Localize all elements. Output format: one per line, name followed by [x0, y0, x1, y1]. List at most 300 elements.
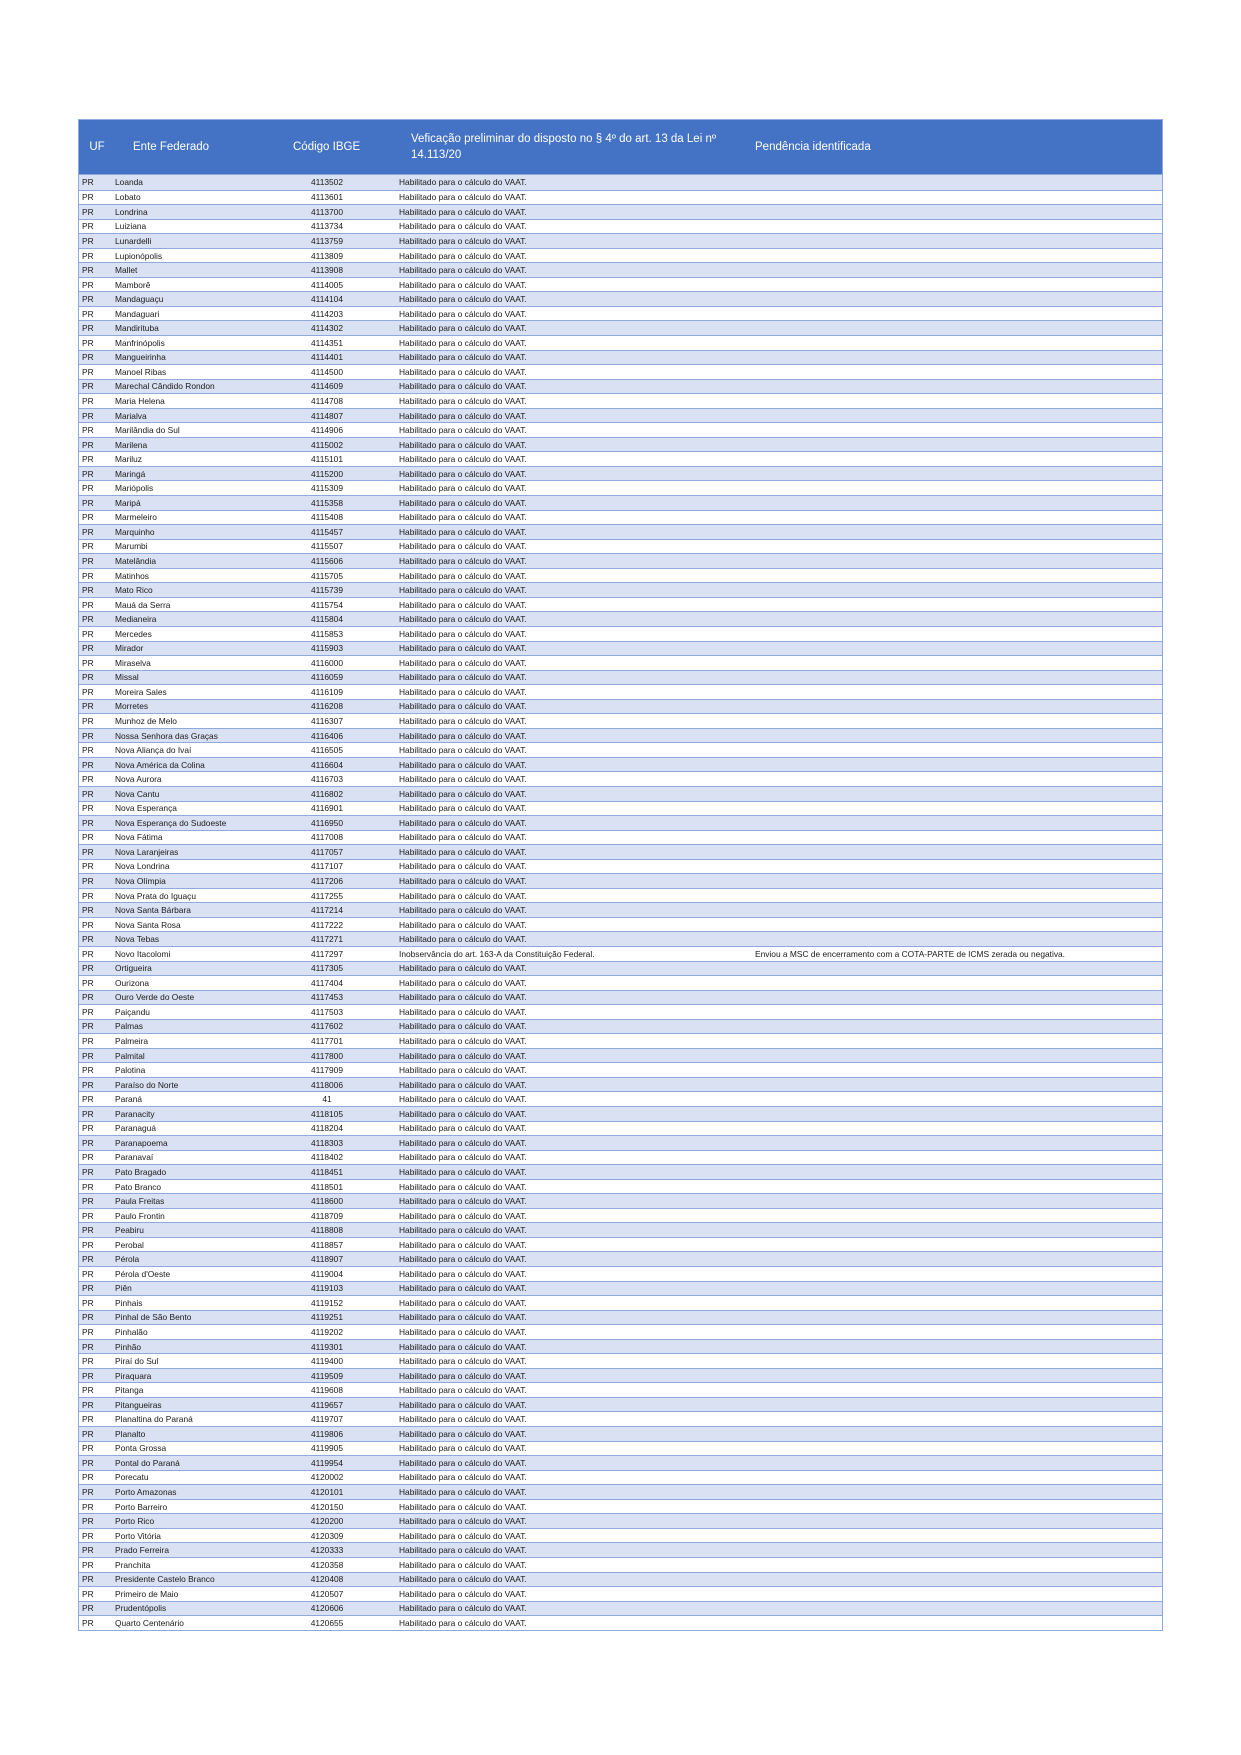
- cell-verificacao: Habilitado para o cálculo do VAAT.: [399, 832, 527, 843]
- cell-codigo-ibge: 4115309: [311, 483, 343, 494]
- cell-codigo-ibge: 4119806: [311, 1428, 343, 1439]
- table-row: [79, 350, 1162, 365]
- cell-codigo-ibge: 4120150: [310, 1501, 344, 1512]
- header-codigo-ibge: Código IBGE: [293, 141, 361, 153]
- cell-codigo-ibge: 4115903: [311, 643, 343, 654]
- cell-uf: PR: [82, 1297, 94, 1308]
- cell-verificacao: Habilitado para o cálculo do VAAT.: [399, 1021, 527, 1032]
- cell-codigo-ibge: 4118501: [311, 1181, 343, 1192]
- cell-verificacao: Habilitado para o cálculo do VAAT.: [399, 1356, 527, 1367]
- cell-ente-federado: Maria Helena: [115, 395, 165, 406]
- cell-verificacao: Habilitado para o cálculo do VAAT.: [399, 1283, 527, 1294]
- cell-ente-federado: Mamborê: [115, 279, 151, 290]
- cell-verificacao: Habilitado para o cálculo do VAAT.: [399, 1297, 527, 1308]
- table-row: [79, 495, 1162, 510]
- cell-ente-federado: Nova Santa Bárbara: [115, 905, 191, 916]
- cell-uf: PR: [82, 774, 94, 785]
- cell-codigo-ibge: 4116307: [311, 716, 343, 726]
- cell-verificacao: Habilitado para o cálculo do VAAT.: [399, 294, 527, 305]
- cell-codigo-ibge: 4118204: [311, 1123, 343, 1134]
- cell-codigo-ibge: 4119707: [311, 1414, 343, 1425]
- cell-ente-federado: Nova América da Colina: [115, 759, 205, 770]
- table-row: [79, 320, 1162, 335]
- cell-codigo-ibge: 4119657: [311, 1399, 343, 1410]
- cell-codigo-ibge: 4120333: [310, 1545, 344, 1556]
- cell-codigo-ibge: 4113908: [311, 265, 343, 276]
- table-row: [79, 1615, 1162, 1630]
- cell-uf: PR: [82, 1588, 94, 1599]
- cell-ente-federado: Nossa Senhora das Graças: [115, 730, 218, 741]
- table-row: [79, 975, 1162, 990]
- cell-ente-federado: Pato Branco: [115, 1181, 162, 1192]
- cell-ente-federado: Morretes: [115, 701, 149, 712]
- cell-uf: PR: [82, 1268, 94, 1279]
- cell-ente-federado: Marumbi: [115, 541, 148, 552]
- table-row: [79, 1368, 1162, 1383]
- cell-uf: PR: [82, 1516, 94, 1527]
- cell-verificacao: Habilitado para o cálculo do VAAT.: [399, 1617, 527, 1628]
- cell-ente-federado: Paiçandu: [115, 1006, 150, 1017]
- cell-ente-federado: Paula Freitas: [115, 1196, 165, 1207]
- cell-ente-federado: Munhoz de Melo: [115, 716, 177, 726]
- cell-codigo-ibge: 4118105: [311, 1108, 343, 1119]
- table-row: [79, 379, 1162, 394]
- table-row: [79, 1004, 1162, 1019]
- cell-ente-federado: Presidente Castelo Branco: [115, 1574, 215, 1585]
- table-row: [79, 1281, 1162, 1296]
- table-row: [79, 757, 1162, 772]
- cell-verificacao: Habilitado para o cálculo do VAAT.: [399, 512, 527, 523]
- cell-uf: PR: [82, 1617, 94, 1628]
- table-row: [79, 1397, 1162, 1412]
- cell-ente-federado: Nova Cantu: [115, 788, 160, 799]
- cell-codigo-ibge: 4117602: [311, 1021, 343, 1032]
- cell-ente-federado: Maripá: [115, 497, 141, 508]
- table-row: [79, 480, 1162, 495]
- cell-codigo-ibge: 4117503: [311, 1006, 343, 1017]
- cell-verificacao: Habilitado para o cálculo do VAAT.: [399, 657, 527, 668]
- cell-codigo-ibge: 4118303: [311, 1137, 343, 1148]
- cell-codigo-ibge: 4117404: [311, 977, 343, 988]
- cell-ente-federado: Ponta Grossa: [115, 1443, 167, 1454]
- cell-verificacao: Habilitado para o cálculo do VAAT.: [399, 1239, 527, 1250]
- table-row: [79, 771, 1162, 786]
- table-row: [79, 451, 1162, 466]
- cell-ente-federado: Mariópolis: [115, 483, 154, 494]
- table-row: [79, 917, 1162, 932]
- cell-verificacao: Habilitado para o cálculo do VAAT.: [399, 265, 527, 276]
- cell-uf: PR: [82, 585, 94, 596]
- table-row: [79, 815, 1162, 830]
- cell-verificacao: Habilitado para o cálculo do VAAT.: [399, 1152, 527, 1163]
- cell-verificacao: Habilitado para o cálculo do VAAT.: [399, 1312, 527, 1323]
- cell-uf: PR: [82, 366, 94, 377]
- cell-ente-federado: Pinhão: [115, 1341, 142, 1352]
- cell-verificacao: Habilitado para o cálculo do VAAT.: [399, 235, 527, 246]
- cell-codigo-ibge: 4118907: [311, 1254, 343, 1265]
- cell-ente-federado: Primeiro de Maio: [115, 1588, 179, 1599]
- cell-uf: PR: [82, 716, 94, 726]
- table-row: [79, 626, 1162, 641]
- cell-ente-federado: Nova Esperança do Sudoeste: [115, 817, 227, 828]
- cell-codigo-ibge: 4119152: [311, 1297, 343, 1308]
- cell-uf: PR: [82, 832, 94, 843]
- cell-ente-federado: Moreira Sales: [115, 686, 167, 697]
- cell-codigo-ibge: 4113700: [311, 206, 343, 217]
- table-row: [79, 1353, 1162, 1368]
- cell-codigo-ibge: 4120002: [310, 1472, 344, 1483]
- cell-codigo-ibge: 4114500: [311, 366, 343, 377]
- cell-ente-federado: Marialva: [115, 410, 147, 421]
- cell-codigo-ibge: 4114708: [311, 395, 343, 406]
- cell-ente-federado: Nova Olímpia: [115, 876, 166, 887]
- table-row: [79, 1077, 1162, 1092]
- cell-uf: PR: [82, 686, 94, 697]
- cell-ente-federado: Mirador: [115, 643, 144, 654]
- cell-uf: PR: [82, 1079, 94, 1090]
- cell-codigo-ibge: 4117909: [311, 1065, 343, 1076]
- cell-ente-federado: Miraselva: [115, 657, 151, 668]
- table-row: [79, 1091, 1162, 1106]
- cell-verificacao: Habilitado para o cálculo do VAAT.: [399, 992, 527, 1003]
- cell-codigo-ibge: 4115754: [311, 599, 343, 610]
- cell-ente-federado: Pinhalão: [115, 1326, 148, 1337]
- cell-ente-federado: Palmas: [115, 1021, 143, 1032]
- table-body: [79, 175, 1162, 1630]
- table-row: [79, 204, 1162, 219]
- table-row: [79, 684, 1162, 699]
- cell-uf: PR: [82, 905, 94, 916]
- cell-codigo-ibge: 4113759: [311, 235, 343, 246]
- cell-verificacao: Habilitado para o cálculo do VAAT.: [399, 555, 527, 566]
- table-row: [79, 175, 1162, 190]
- table-row: [79, 1062, 1162, 1077]
- cell-uf: PR: [82, 672, 94, 683]
- cell-ente-federado: Manoel Ribas: [115, 366, 167, 377]
- cell-verificacao: Habilitado para o cálculo do VAAT.: [399, 1603, 527, 1614]
- cell-codigo-ibge: 4117453: [311, 992, 343, 1003]
- cell-ente-federado: Nova Tebas: [115, 934, 160, 945]
- cell-verificacao: Habilitado para o cálculo do VAAT.: [399, 745, 527, 756]
- cell-verificacao: Habilitado para o cálculo do VAAT.: [399, 279, 527, 290]
- cell-ente-federado: Paulo Frontin: [115, 1210, 165, 1221]
- cell-codigo-ibge: 4118857: [311, 1239, 343, 1250]
- cell-codigo-ibge: 4116505: [311, 745, 343, 756]
- cell-ente-federado: Medianeira: [115, 614, 157, 625]
- cell-verificacao: Habilitado para o cálculo do VAAT.: [399, 1196, 527, 1207]
- cell-codigo-ibge: 4120507: [310, 1588, 344, 1599]
- cell-codigo-ibge: 4118709: [311, 1210, 343, 1221]
- table-row: [79, 1295, 1162, 1310]
- cell-verificacao: Habilitado para o cálculo do VAAT.: [399, 323, 527, 334]
- cell-verificacao: Habilitado para o cálculo do VAAT.: [399, 701, 527, 712]
- table-row: [79, 219, 1162, 234]
- cell-ente-federado: Marilena: [115, 439, 148, 450]
- cell-ente-federado: Mariluz: [115, 454, 142, 465]
- table-row: [79, 1208, 1162, 1223]
- cell-codigo-ibge: 4117800: [311, 1050, 343, 1061]
- cell-uf: PR: [82, 977, 94, 988]
- cell-ente-federado: Mandirituba: [115, 323, 159, 334]
- cell-verificacao: Habilitado para o cálculo do VAAT.: [399, 599, 527, 610]
- cell-uf: PR: [82, 1239, 94, 1250]
- cell-ente-federado: Marmeleiro: [115, 512, 157, 523]
- cell-verificacao: Habilitado para o cálculo do VAAT.: [399, 817, 527, 828]
- cell-uf: PR: [82, 410, 94, 421]
- cell-verificacao: Habilitado para o cálculo do VAAT.: [399, 221, 527, 232]
- cell-uf: PR: [82, 890, 94, 901]
- cell-ente-federado: Paranacity: [115, 1108, 155, 1119]
- cell-codigo-ibge: 4115408: [311, 512, 343, 523]
- cell-codigo-ibge: 4117107: [311, 861, 343, 872]
- table-row: [79, 408, 1162, 423]
- cell-ente-federado: Mato Rico: [115, 585, 153, 596]
- cell-codigo-ibge: 4117305: [311, 963, 343, 974]
- cell-uf: PR: [82, 992, 94, 1003]
- cell-ente-federado: Pitanga: [115, 1385, 144, 1396]
- table-row: [79, 1499, 1162, 1514]
- cell-uf: PR: [82, 1457, 94, 1468]
- cell-uf: PR: [82, 817, 94, 828]
- cell-ente-federado: Palmital: [115, 1050, 145, 1061]
- table-row: [79, 1310, 1162, 1325]
- table-row: [79, 1106, 1162, 1121]
- table-row: [79, 1164, 1162, 1179]
- cell-verificacao: Habilitado para o cálculo do VAAT.: [399, 410, 527, 421]
- cell-ente-federado: Pato Bragado: [115, 1166, 167, 1177]
- cell-uf: PR: [82, 1181, 94, 1192]
- cell-uf: PR: [82, 876, 94, 887]
- table-row: [79, 539, 1162, 554]
- cell-uf: PR: [82, 1370, 94, 1381]
- table-row: [79, 1586, 1162, 1601]
- cell-uf: PR: [82, 759, 94, 770]
- cell-verificacao: Habilitado para o cálculo do VAAT.: [399, 1486, 527, 1497]
- cell-uf: PR: [82, 861, 94, 872]
- cell-codigo-ibge: 4116703: [311, 774, 343, 785]
- cell-uf: PR: [82, 730, 94, 741]
- cell-ente-federado: Nova Aurora: [115, 774, 162, 785]
- cell-ente-federado: Ouro Verde do Oeste: [115, 992, 195, 1003]
- cell-codigo-ibge: 4117057: [311, 846, 343, 857]
- table-row: [79, 291, 1162, 306]
- table-row: [79, 961, 1162, 976]
- cell-verificacao: Habilitado para o cálculo do VAAT.: [399, 381, 527, 392]
- cell-verificacao: Habilitado para o cálculo do VAAT.: [399, 1137, 527, 1148]
- cell-verificacao: Habilitado para o cálculo do VAAT.: [399, 1428, 527, 1439]
- cell-codigo-ibge: 4119400: [311, 1356, 343, 1367]
- table-row: [79, 1019, 1162, 1034]
- cell-codigo-ibge: 4114104: [311, 294, 343, 305]
- cell-codigo-ibge: 4117214: [311, 905, 343, 916]
- cell-ente-federado: Luiziana: [115, 221, 147, 232]
- cell-verificacao: Habilitado para o cálculo do VAAT.: [399, 1370, 527, 1381]
- table-row: [79, 1266, 1162, 1281]
- cell-ente-federado: Paranapoema: [115, 1137, 168, 1148]
- cell-codigo-ibge: 4119608: [311, 1385, 343, 1396]
- cell-verificacao: Habilitado para o cálculo do VAAT.: [399, 614, 527, 625]
- cell-verificacao: Habilitado para o cálculo do VAAT.: [399, 919, 527, 930]
- cell-ente-federado: Paranaguá: [115, 1123, 156, 1134]
- cell-verificacao: Habilitado para o cálculo do VAAT.: [399, 1472, 527, 1483]
- cell-codigo-ibge: 4116604: [311, 759, 343, 770]
- cell-uf: PR: [82, 1603, 94, 1614]
- cell-verificacao: Habilitado para o cálculo do VAAT.: [399, 468, 527, 479]
- cell-uf: PR: [82, 250, 94, 261]
- cell-uf: PR: [82, 1108, 94, 1119]
- cell-codigo-ibge: 4116000: [311, 657, 343, 668]
- cell-uf: PR: [82, 323, 94, 334]
- cell-verificacao: Habilitado para o cálculo do VAAT.: [399, 439, 527, 450]
- cell-ente-federado: Mallet: [115, 265, 138, 276]
- cell-codigo-ibge: 4115200: [311, 468, 343, 479]
- cell-uf: PR: [82, 1501, 94, 1512]
- cell-uf: PR: [82, 657, 94, 668]
- cell-codigo-ibge: 4114302: [311, 323, 343, 334]
- cell-uf: PR: [82, 468, 94, 479]
- cell-uf: PR: [82, 745, 94, 756]
- cell-verificacao: Habilitado para o cálculo do VAAT.: [399, 686, 527, 697]
- cell-ente-federado: Matelândia: [115, 555, 156, 566]
- cell-codigo-ibge: 4120101: [310, 1486, 344, 1497]
- cell-ente-federado: Nova Santa Rosa: [115, 919, 181, 930]
- cell-codigo-ibge: 4114807: [311, 410, 343, 421]
- cell-codigo-ibge: 4119251: [311, 1312, 343, 1323]
- cell-ente-federado: Piraí do Sul: [115, 1356, 159, 1367]
- cell-codigo-ibge: 4119905: [311, 1443, 343, 1454]
- cell-verificacao: Habilitado para o cálculo do VAAT.: [399, 1254, 527, 1265]
- cell-pendencia: Enviou a MSC de encerramento com a COTA-PARTE de ICMS zerada ou negativa.: [755, 948, 1066, 959]
- cell-verificacao: Habilitado para o cálculo do VAAT.: [399, 977, 527, 988]
- cell-codigo-ibge: 4113601: [311, 192, 343, 203]
- cell-ente-federado: Pinhais: [115, 1297, 143, 1308]
- cell-ente-federado: Paraíso do Norte: [115, 1079, 179, 1090]
- cell-uf: PR: [82, 1545, 94, 1556]
- table-row: [79, 393, 1162, 408]
- cell-verificacao: Habilitado para o cálculo do VAAT.: [399, 803, 527, 814]
- cell-uf: PR: [82, 1094, 94, 1105]
- table-row: [79, 1601, 1162, 1616]
- cell-verificacao: Habilitado para o cálculo do VAAT.: [399, 1559, 527, 1570]
- cell-verificacao: Habilitado para o cálculo do VAAT.: [399, 1545, 527, 1556]
- table-row: [79, 888, 1162, 903]
- cell-codigo-ibge: 4119301: [311, 1341, 343, 1352]
- cell-uf: PR: [82, 308, 94, 319]
- cell-uf: PR: [82, 541, 94, 552]
- cell-ente-federado: Piên: [115, 1283, 132, 1294]
- table-row: [79, 262, 1162, 277]
- cell-codigo-ibge: 4117271: [311, 934, 343, 945]
- table-row: [79, 931, 1162, 946]
- cell-ente-federado: Quarto Centenário: [115, 1617, 184, 1628]
- table-row: [79, 466, 1162, 481]
- table-row: [79, 1121, 1162, 1136]
- cell-uf: PR: [82, 177, 94, 188]
- cell-ente-federado: Mandaguari: [115, 308, 160, 319]
- cell-ente-federado: Planalto: [115, 1428, 146, 1439]
- cell-uf: PR: [82, 425, 94, 436]
- cell-verificacao: Habilitado para o cálculo do VAAT.: [399, 526, 527, 537]
- cell-ente-federado: Palotina: [115, 1065, 146, 1076]
- cell-ente-federado: Ortigueira: [115, 963, 152, 974]
- table-row: [79, 437, 1162, 452]
- cell-uf: PR: [82, 512, 94, 523]
- table-row: [79, 1193, 1162, 1208]
- cell-codigo-ibge: 4119202: [311, 1326, 343, 1337]
- cell-codigo-ibge: 4115358: [311, 497, 343, 508]
- cell-codigo-ibge: 4120408: [310, 1574, 344, 1585]
- table-row: [79, 786, 1162, 801]
- cell-codigo-ibge: 4118808: [311, 1225, 343, 1236]
- table-header: [79, 120, 1162, 175]
- cell-verificacao: Habilitado para o cálculo do VAAT.: [399, 497, 527, 508]
- cell-verificacao: Habilitado para o cálculo do VAAT.: [399, 774, 527, 785]
- table-row: [79, 1324, 1162, 1339]
- cell-codigo-ibge: 4115705: [311, 570, 343, 581]
- cell-codigo-ibge: 4115804: [311, 614, 343, 625]
- cell-uf: PR: [82, 1123, 94, 1134]
- table-row: [79, 1222, 1162, 1237]
- cell-codigo-ibge: 4117008: [311, 832, 343, 843]
- cell-uf: PR: [82, 483, 94, 494]
- cell-verificacao: Habilitado para o cálculo do VAAT.: [399, 1006, 527, 1017]
- table-row: [79, 1339, 1162, 1354]
- table-row: [79, 597, 1162, 612]
- cell-verificacao: Habilitado para o cálculo do VAAT.: [399, 1123, 527, 1134]
- cell-codigo-ibge: 4115853: [311, 628, 343, 639]
- table-row: [79, 655, 1162, 670]
- cell-uf: PR: [82, 1006, 94, 1017]
- cell-codigo-ibge: 4114351: [311, 337, 343, 348]
- cell-uf: PR: [82, 439, 94, 450]
- table-row: [79, 728, 1162, 743]
- cell-ente-federado: Mandaguaçu: [115, 294, 164, 305]
- table-row: [79, 946, 1162, 961]
- cell-verificacao: Habilitado para o cálculo do VAAT.: [399, 1341, 527, 1352]
- cell-uf: PR: [82, 279, 94, 290]
- cell-codigo-ibge: 4115507: [311, 541, 343, 552]
- cell-verificacao: Habilitado para o cálculo do VAAT.: [399, 585, 527, 596]
- cell-codigo-ibge: 4120309: [310, 1530, 344, 1541]
- cell-ente-federado: Marilândia do Sul: [115, 425, 180, 436]
- cell-uf: PR: [82, 788, 94, 799]
- cell-uf: PR: [82, 1326, 94, 1337]
- cell-verificacao: Habilitado para o cálculo do VAAT.: [399, 1166, 527, 1177]
- cell-codigo-ibge: 4119954: [311, 1457, 343, 1468]
- cell-uf: PR: [82, 1050, 94, 1061]
- table-row: [79, 1237, 1162, 1252]
- cell-verificacao: Habilitado para o cálculo do VAAT.: [399, 337, 527, 348]
- cell-uf: PR: [82, 1443, 94, 1454]
- cell-uf: PR: [82, 1166, 94, 1177]
- cell-ente-federado: Peabiru: [115, 1225, 144, 1236]
- table-row: [79, 1455, 1162, 1470]
- cell-ente-federado: Ourizona: [115, 977, 149, 988]
- table-row: [79, 859, 1162, 874]
- cell-codigo-ibge: 4115457: [311, 526, 343, 537]
- cell-verificacao: Habilitado para o cálculo do VAAT.: [399, 846, 527, 857]
- cell-ente-federado: Novo Itacolomi: [115, 948, 171, 959]
- cell-ente-federado: Perobal: [115, 1239, 144, 1250]
- cell-ente-federado: Pérola: [115, 1254, 140, 1265]
- cell-ente-federado: Missal: [115, 672, 139, 683]
- cell-verificacao: Habilitado para o cálculo do VAAT.: [399, 395, 527, 406]
- cell-uf: PR: [82, 1210, 94, 1221]
- cell-ente-federado: Manfrinópolis: [115, 337, 165, 348]
- table-row: [79, 713, 1162, 728]
- cell-verificacao: Habilitado para o cálculo do VAAT.: [399, 192, 527, 203]
- cell-verificacao: Habilitado para o cálculo do VAAT.: [399, 1457, 527, 1468]
